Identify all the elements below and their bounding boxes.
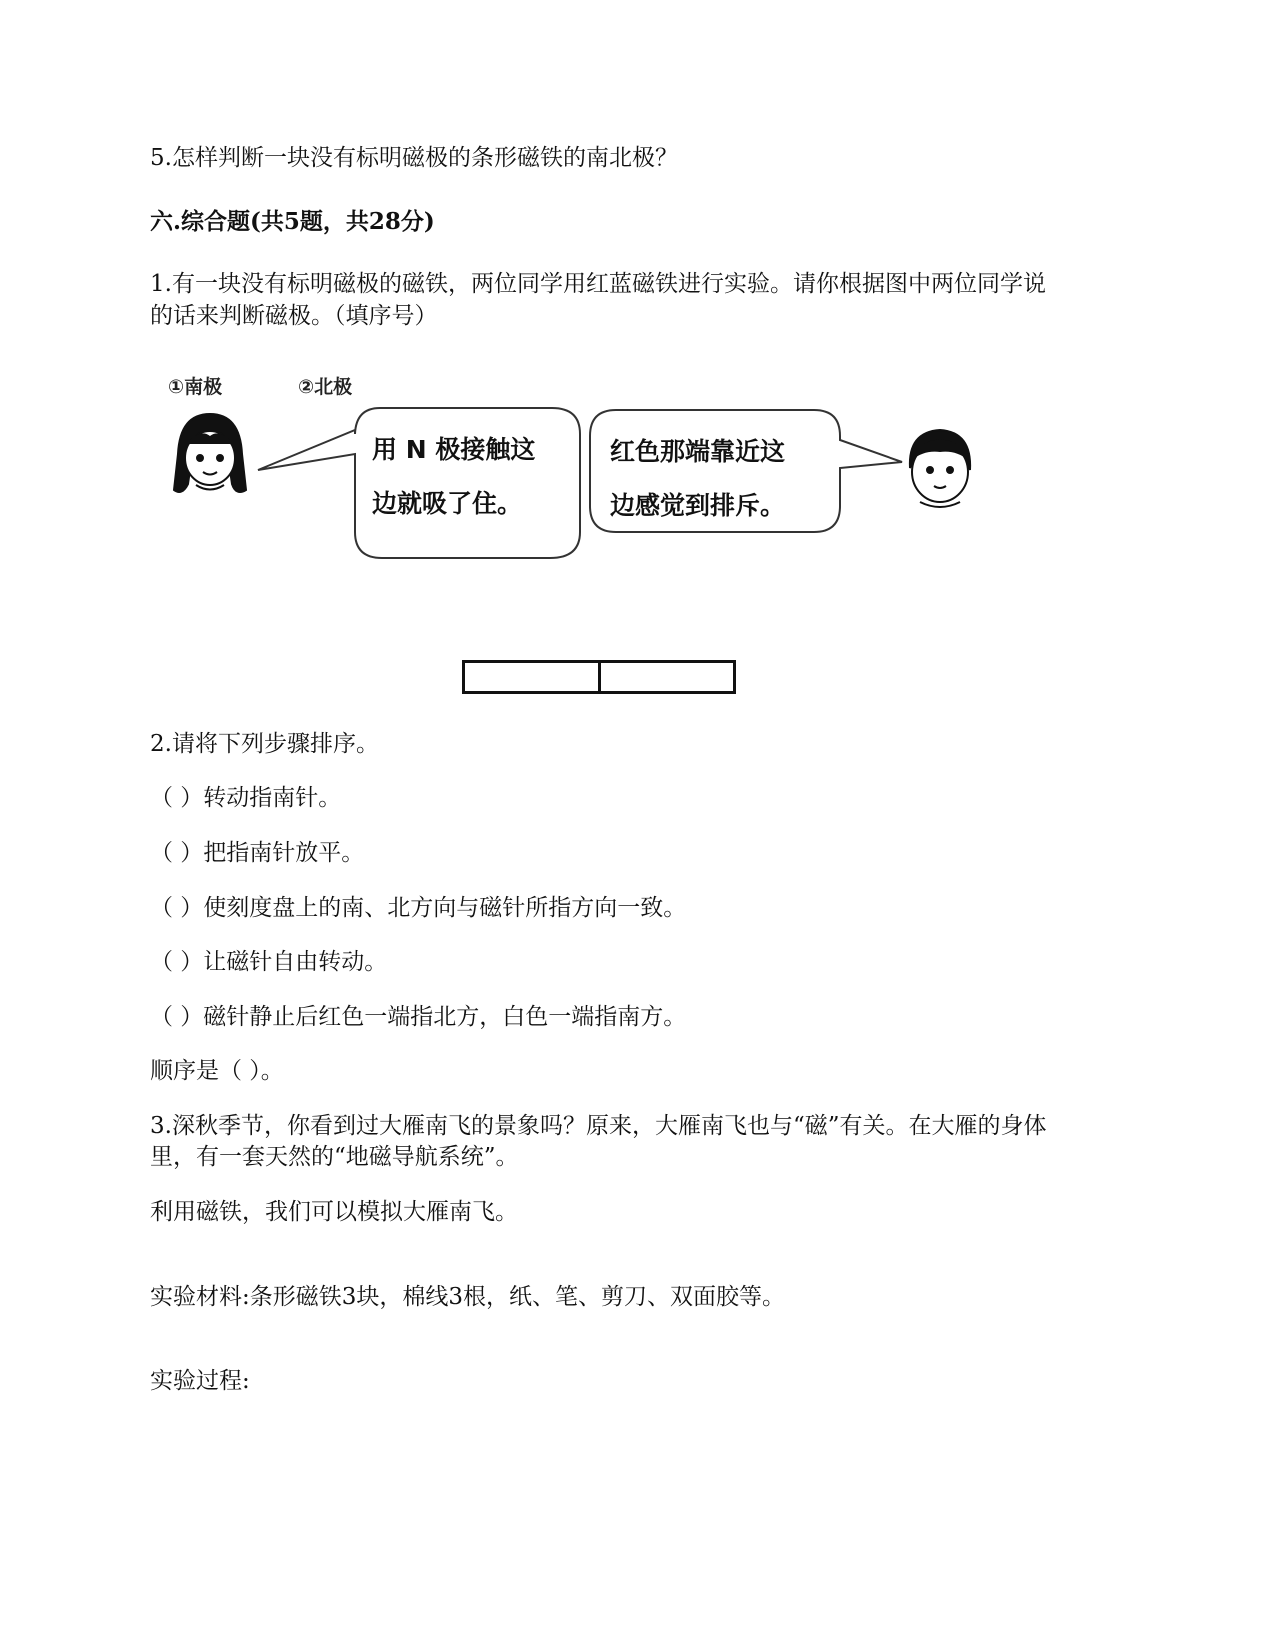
boy-bubble-line-1: 红色那端靠近这 xyxy=(610,437,786,466)
question-1-line-1: 1.有一块没有标明磁极的磁铁，两位同学用红蓝磁铁进行实验。请你根据图中两位同学说 xyxy=(150,271,1046,297)
step-item: （ ）把指南针放平。 xyxy=(150,840,365,866)
magnet-answer-box xyxy=(462,660,736,694)
boy-bubble-line-2: 边感觉到排斥。 xyxy=(610,491,786,520)
answer-cell-left[interactable] xyxy=(465,663,598,691)
materials-text: 实验材料:条形磁铁3块，棉线3根，纸、笔、剪刀、双面胶等。 xyxy=(150,1284,786,1310)
step-item: （ ）使刻度盘上的南、北方向与磁针所指方向一致。 xyxy=(150,895,687,921)
question-1-line-2: 的话来判断磁极。（填序号） xyxy=(150,303,438,329)
question-3-line-2: 里，有一套天然的“地磁导航系统”。 xyxy=(150,1144,519,1170)
girl-bubble-line-2: 边就吸了住。 xyxy=(372,489,523,518)
option-north-pole: ②北极 xyxy=(298,376,353,398)
step-item: （ ）让磁针自由转动。 xyxy=(150,949,388,975)
step-item: （ ）磁针静止后红色一端指北方，白色一端指南方。 xyxy=(150,1004,687,1030)
step-item: （ ）转动指南针。 xyxy=(150,785,342,811)
girl-icon xyxy=(174,414,246,492)
girl-bubble-line-1: 用 N 极接触这 xyxy=(372,435,536,464)
question-2-prompt: 2.请将下列步骤排序。 xyxy=(150,731,379,757)
boy-icon xyxy=(910,430,970,507)
process-heading: 实验过程: xyxy=(150,1368,250,1394)
magnet-pole-figure xyxy=(150,372,1050,712)
section-heading: 六.综合题(共5题，共28分) xyxy=(150,208,435,235)
question-3-line-1: 3.深秋季节，你看到过大雁南飞的景象吗？原来，大雁南飞也与“磁”有关。在大雁的身体 xyxy=(150,1113,1047,1139)
option-south-pole: ①南极 xyxy=(168,376,223,398)
answer-cell-right[interactable] xyxy=(598,663,734,691)
question-5: 5.怎样判断一块没有标明磁极的条形磁铁的南北极？ xyxy=(150,145,678,171)
simulate-text: 利用磁铁，我们可以模拟大雁南飞。 xyxy=(150,1199,518,1225)
order-answer: 顺序是（ ）。 xyxy=(150,1058,284,1084)
